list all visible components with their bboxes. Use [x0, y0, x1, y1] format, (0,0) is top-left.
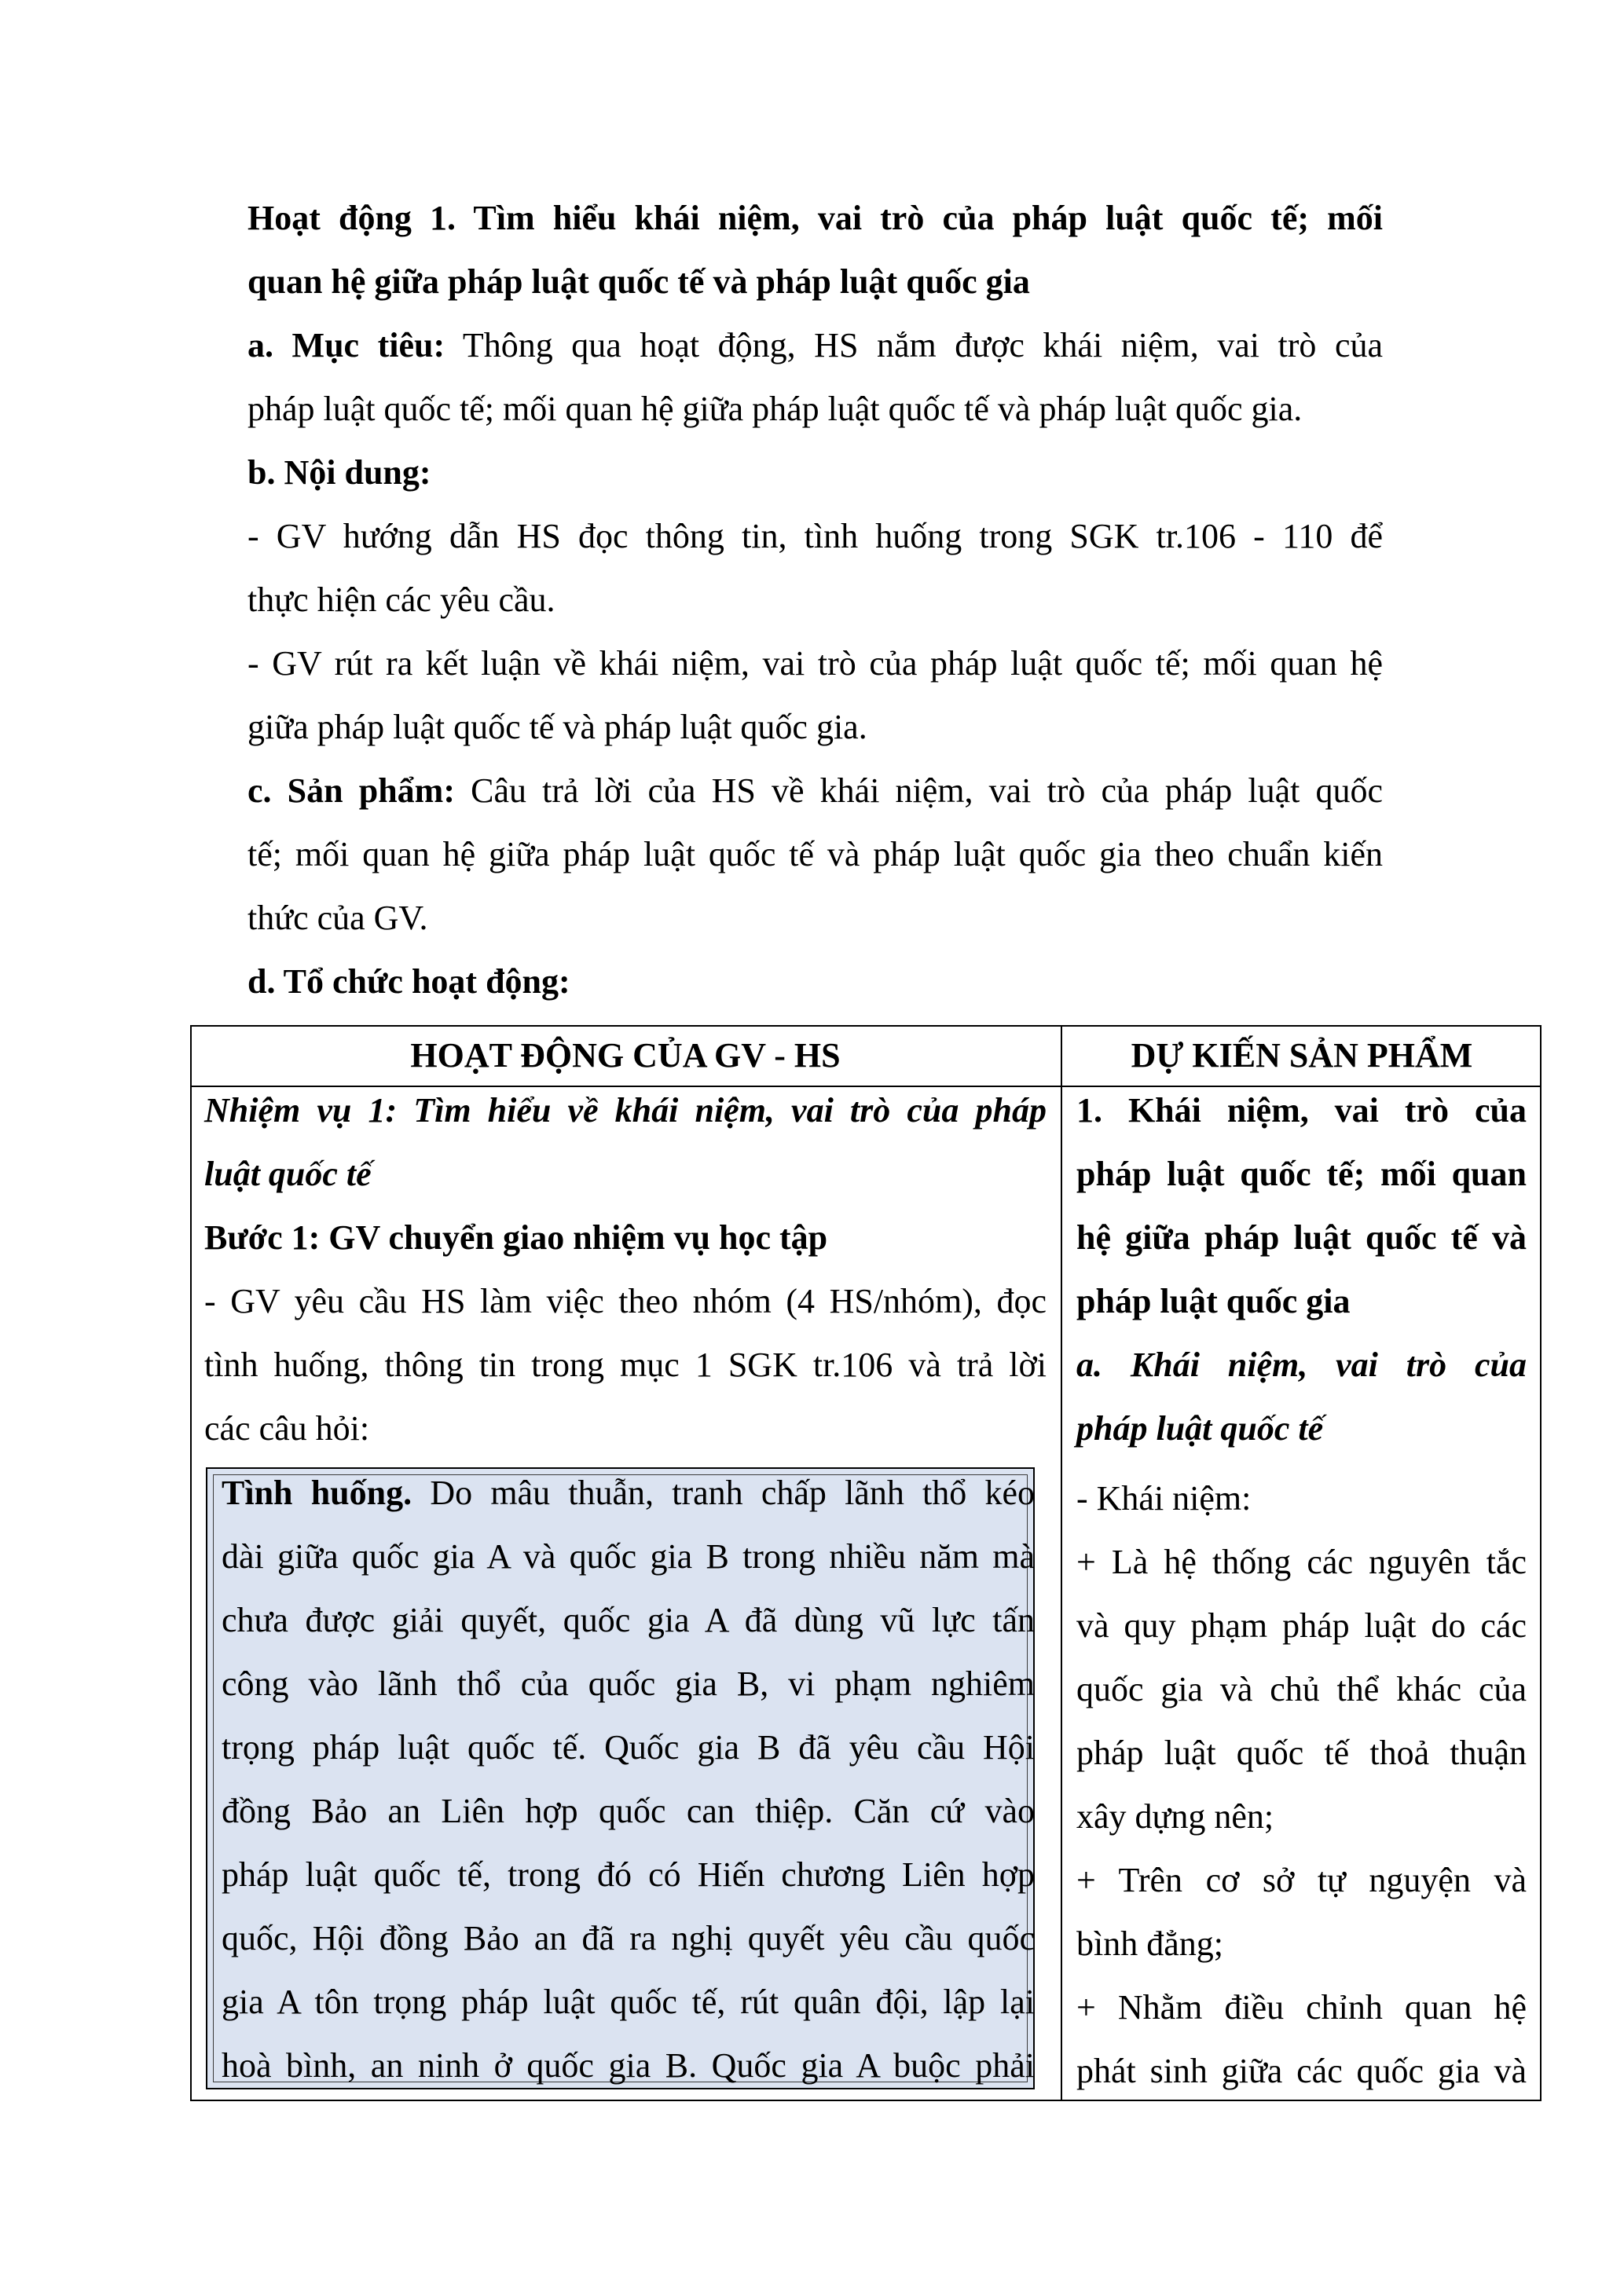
task-1-title-line-2: luật quốc tế — [204, 1155, 372, 1193]
table-header-teacher-student: HOẠT ĐỘNG CỦA GV - HS — [410, 1036, 841, 1075]
situation-line-10: hoà bình, an ninh ở quốc gia B. Quốc gia A buộc phải — [222, 2046, 1035, 2085]
table-header-divider — [190, 1086, 1542, 1087]
product-line-3: thức của GV. — [247, 899, 428, 937]
concept-point-1-line-4: pháp luật quốc tế thoả thuận — [1076, 1734, 1527, 1772]
requirement-line-3: các câu hỏi: — [204, 1409, 370, 1448]
concept-point-3-line-2: phát sinh giữa các quốc gia và — [1076, 2052, 1527, 2090]
step-1-title: Bước 1: GV chuyển giao nhiệm vụ học tập — [204, 1218, 828, 1257]
concept-point-1-line-2: và quy phạm pháp luật do các — [1076, 1606, 1527, 1645]
situation-line-8: quốc, Hội đồng Bảo an đã ra nghị quyết yêu cầu quốc — [222, 1919, 1035, 1957]
situation-line-5: trọng pháp luật quốc tế. Quốc gia B đã yêu cầu Hội — [222, 1728, 1035, 1767]
requirement-line-2: tình huống, thông tin trong mục 1 SGK tr.106 và trả lời — [204, 1346, 1047, 1384]
section-1-title-line-2: pháp luật quốc tế; mối quan — [1076, 1155, 1527, 1193]
product-line-2: tế; mối quan hệ giữa pháp luật quốc tế và pháp luật quốc gia theo chuẩn kiến — [247, 835, 1383, 873]
activity-heading-line-2: quan hệ giữa pháp luật quốc tế và pháp luật quốc gia — [247, 262, 1030, 301]
objective-line-2: pháp luật quốc tế; mối quan hệ giữa pháp luật quốc tế và pháp luật quốc gia. — [247, 390, 1303, 428]
task-1-title-line-1: Nhiệm vụ 1: Tìm hiểu về khái niệm, vai trò của pháp — [204, 1091, 1047, 1130]
requirement-line-1: - GV yêu cầu HS làm việc theo nhóm (4 HS/nhóm), đọc — [204, 1282, 1047, 1320]
table-header-expected-product: DỰ KIẾN SẢN PHẨM — [1131, 1036, 1473, 1075]
organize-label: d. Tổ chức hoạt động: — [247, 962, 570, 1001]
activity-heading-line-1: Hoạt động 1. Tìm hiểu khái niệm, vai trò của pháp luật quốc tế; mối — [247, 199, 1383, 237]
content-item-1-line-1: - GV hướng dẫn HS đọc thông tin, tình huống trong SGK tr.106 - 110 để — [247, 517, 1383, 555]
concept-point-2-line-2: bình đẳng; — [1076, 1924, 1223, 1963]
section-1-title-line-4: pháp luật quốc gia — [1076, 1282, 1351, 1320]
situation-line-6: đồng Bảo an Liên hợp quốc can thiệp. Căn cứ vào — [222, 1792, 1035, 1830]
content-item-1-line-2: thực hiện các yêu cầu. — [247, 580, 555, 619]
content-label: b. Nội dung: — [247, 453, 431, 492]
situation-line-4: công vào lãnh thổ của quốc gia B, vi phạm nghiêm — [222, 1664, 1035, 1703]
concept-point-1-line-5: xây dựng nên; — [1076, 1797, 1274, 1836]
concept-point-1-line-3: quốc gia và chủ thể khác của — [1076, 1670, 1527, 1708]
concept-point-1-line-1: + Là hệ thống các nguyên tắc — [1076, 1543, 1527, 1581]
situation-line-9: gia A tôn trọng pháp luật quốc tế, rút quân đội, lập lại — [222, 1983, 1035, 2021]
section-1-title-line-1: 1. Khái niệm, vai trò của — [1076, 1091, 1527, 1130]
section-1-title-line-3: hệ giữa pháp luật quốc tế và — [1076, 1218, 1527, 1257]
objective-line-1: a. Mục tiêu: Thông qua hoạt động, HS nắm được khái niệm, vai trò của — [247, 326, 1384, 364]
table-column-divider — [1061, 1025, 1062, 2101]
subsection-a-title-line-1: a. Khái niệm, vai trò của — [1076, 1346, 1527, 1384]
product-line-1: c. Sản phẩm: Câu trả lời của HS về khái niệm, vai trò của pháp luật quốc — [247, 771, 1383, 810]
situation-line-2: dài giữa quốc gia A và quốc gia B trong nhiều năm mà — [222, 1537, 1035, 1576]
content-item-2-line-2: giữa pháp luật quốc tế và pháp luật quốc gia. — [247, 708, 867, 746]
situation-line-1: Tình huống. Do mâu thuẫn, tranh chấp lãnh thổ kéo — [222, 1474, 1035, 1512]
concept-point-2-line-1: + Trên cơ sở tự nguyện và — [1076, 1861, 1527, 1899]
content-item-2-line-1: - GV rút ra kết luận về khái niệm, vai trò của pháp luật quốc tế; mối quan hệ — [247, 644, 1383, 683]
concept-point-3-line-1: + Nhằm điều chỉnh quan hệ — [1076, 1988, 1527, 2027]
subsection-a-title-line-2: pháp luật quốc tế — [1076, 1409, 1324, 1448]
situation-line-7: pháp luật quốc tế, trong đó có Hiến chương Liên hợp — [222, 1855, 1035, 1894]
situation-line-3: chưa được giải quyết, quốc gia A đã dùng vũ lực tấn — [222, 1601, 1035, 1639]
concept-label: - Khái niệm: — [1076, 1479, 1252, 1518]
